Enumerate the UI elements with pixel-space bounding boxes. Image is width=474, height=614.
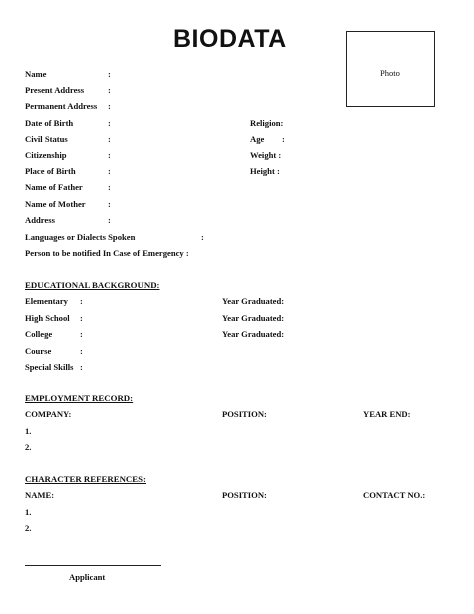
citizenship-colon: :: [108, 150, 111, 160]
name-of-mother-colon: :: [108, 199, 111, 209]
high-school-year-label: Year Graduated:: [222, 313, 285, 323]
references-heading: CHARACTER REFERENCES:: [25, 474, 146, 484]
present-address-label: Present Address: [25, 85, 85, 95]
college-colon: :: [80, 329, 83, 339]
special-skills-label: Special Skills: [25, 362, 74, 372]
references-name-header: NAME:: [25, 490, 55, 500]
date-of-birth-label: Date of Birth: [25, 118, 74, 128]
address-colon: :: [108, 215, 111, 225]
employment-heading: EMPLOYMENT RECORD:: [25, 393, 134, 403]
date-of-birth-colon: :: [108, 118, 111, 128]
languages-colon: :: [201, 232, 204, 242]
employment-position-header: POSITION:: [222, 409, 267, 419]
employment-item-2: 2.: [25, 442, 32, 452]
education-heading: EDUCATIONAL BACKGROUND:: [25, 280, 160, 290]
references-item-1: 1.: [25, 507, 32, 517]
civil-status-colon: :: [108, 134, 111, 144]
permanent-address-label: Permanent Address: [25, 101, 98, 111]
course-label: Course: [25, 346, 52, 356]
college-year-label: Year Graduated:: [222, 329, 285, 339]
emergency-contact-label: Person to be notified In Case of Emergency :: [25, 248, 189, 258]
elementary-colon: :: [80, 296, 83, 306]
high-school-label: High School: [25, 313, 70, 323]
address-label: Address: [25, 215, 55, 225]
height-label: Height :: [250, 166, 280, 176]
elementary-year-label: Year Graduated:: [222, 296, 285, 306]
languages-label: Languages or Dialects Spoken: [25, 232, 136, 242]
place-of-birth-colon: :: [108, 166, 111, 176]
name-colon: :: [108, 69, 111, 79]
references-item-2: 2.: [25, 523, 32, 533]
name-of-father-label: Name of Father: [25, 182, 83, 192]
photo-label: Photo: [380, 68, 400, 78]
place-of-birth-label: Place of Birth: [25, 166, 76, 176]
age-label: Age: [250, 134, 265, 144]
page-title: BIODATA: [173, 25, 287, 53]
references-position-header: POSITION:: [222, 490, 267, 500]
name-label: Name: [25, 69, 47, 79]
religion-label: Religion:: [250, 118, 284, 128]
permanent-address-colon: :: [108, 101, 111, 111]
name-of-father-colon: :: [108, 182, 111, 192]
employment-company-header: COMPANY:: [25, 409, 72, 419]
weight-label: Weight :: [250, 150, 282, 160]
age-colon: :: [282, 134, 285, 144]
civil-status-label: Civil Status: [25, 134, 68, 144]
employment-item-1: 1.: [25, 426, 32, 436]
applicant-label: Applicant: [69, 572, 106, 582]
citizenship-label: Citizenship: [25, 150, 67, 160]
high-school-colon: :: [80, 313, 83, 323]
special-skills-colon: :: [80, 362, 83, 372]
course-colon: :: [80, 346, 83, 356]
college-label: College: [25, 329, 53, 339]
name-of-mother-label: Name of Mother: [25, 199, 86, 209]
employment-year-end-header: YEAR END:: [363, 409, 411, 419]
present-address-colon: :: [108, 85, 111, 95]
elementary-label: Elementary: [25, 296, 68, 306]
signature-line[interactable]: [25, 565, 161, 566]
references-contact-header: CONTACT NO.:: [363, 490, 426, 500]
